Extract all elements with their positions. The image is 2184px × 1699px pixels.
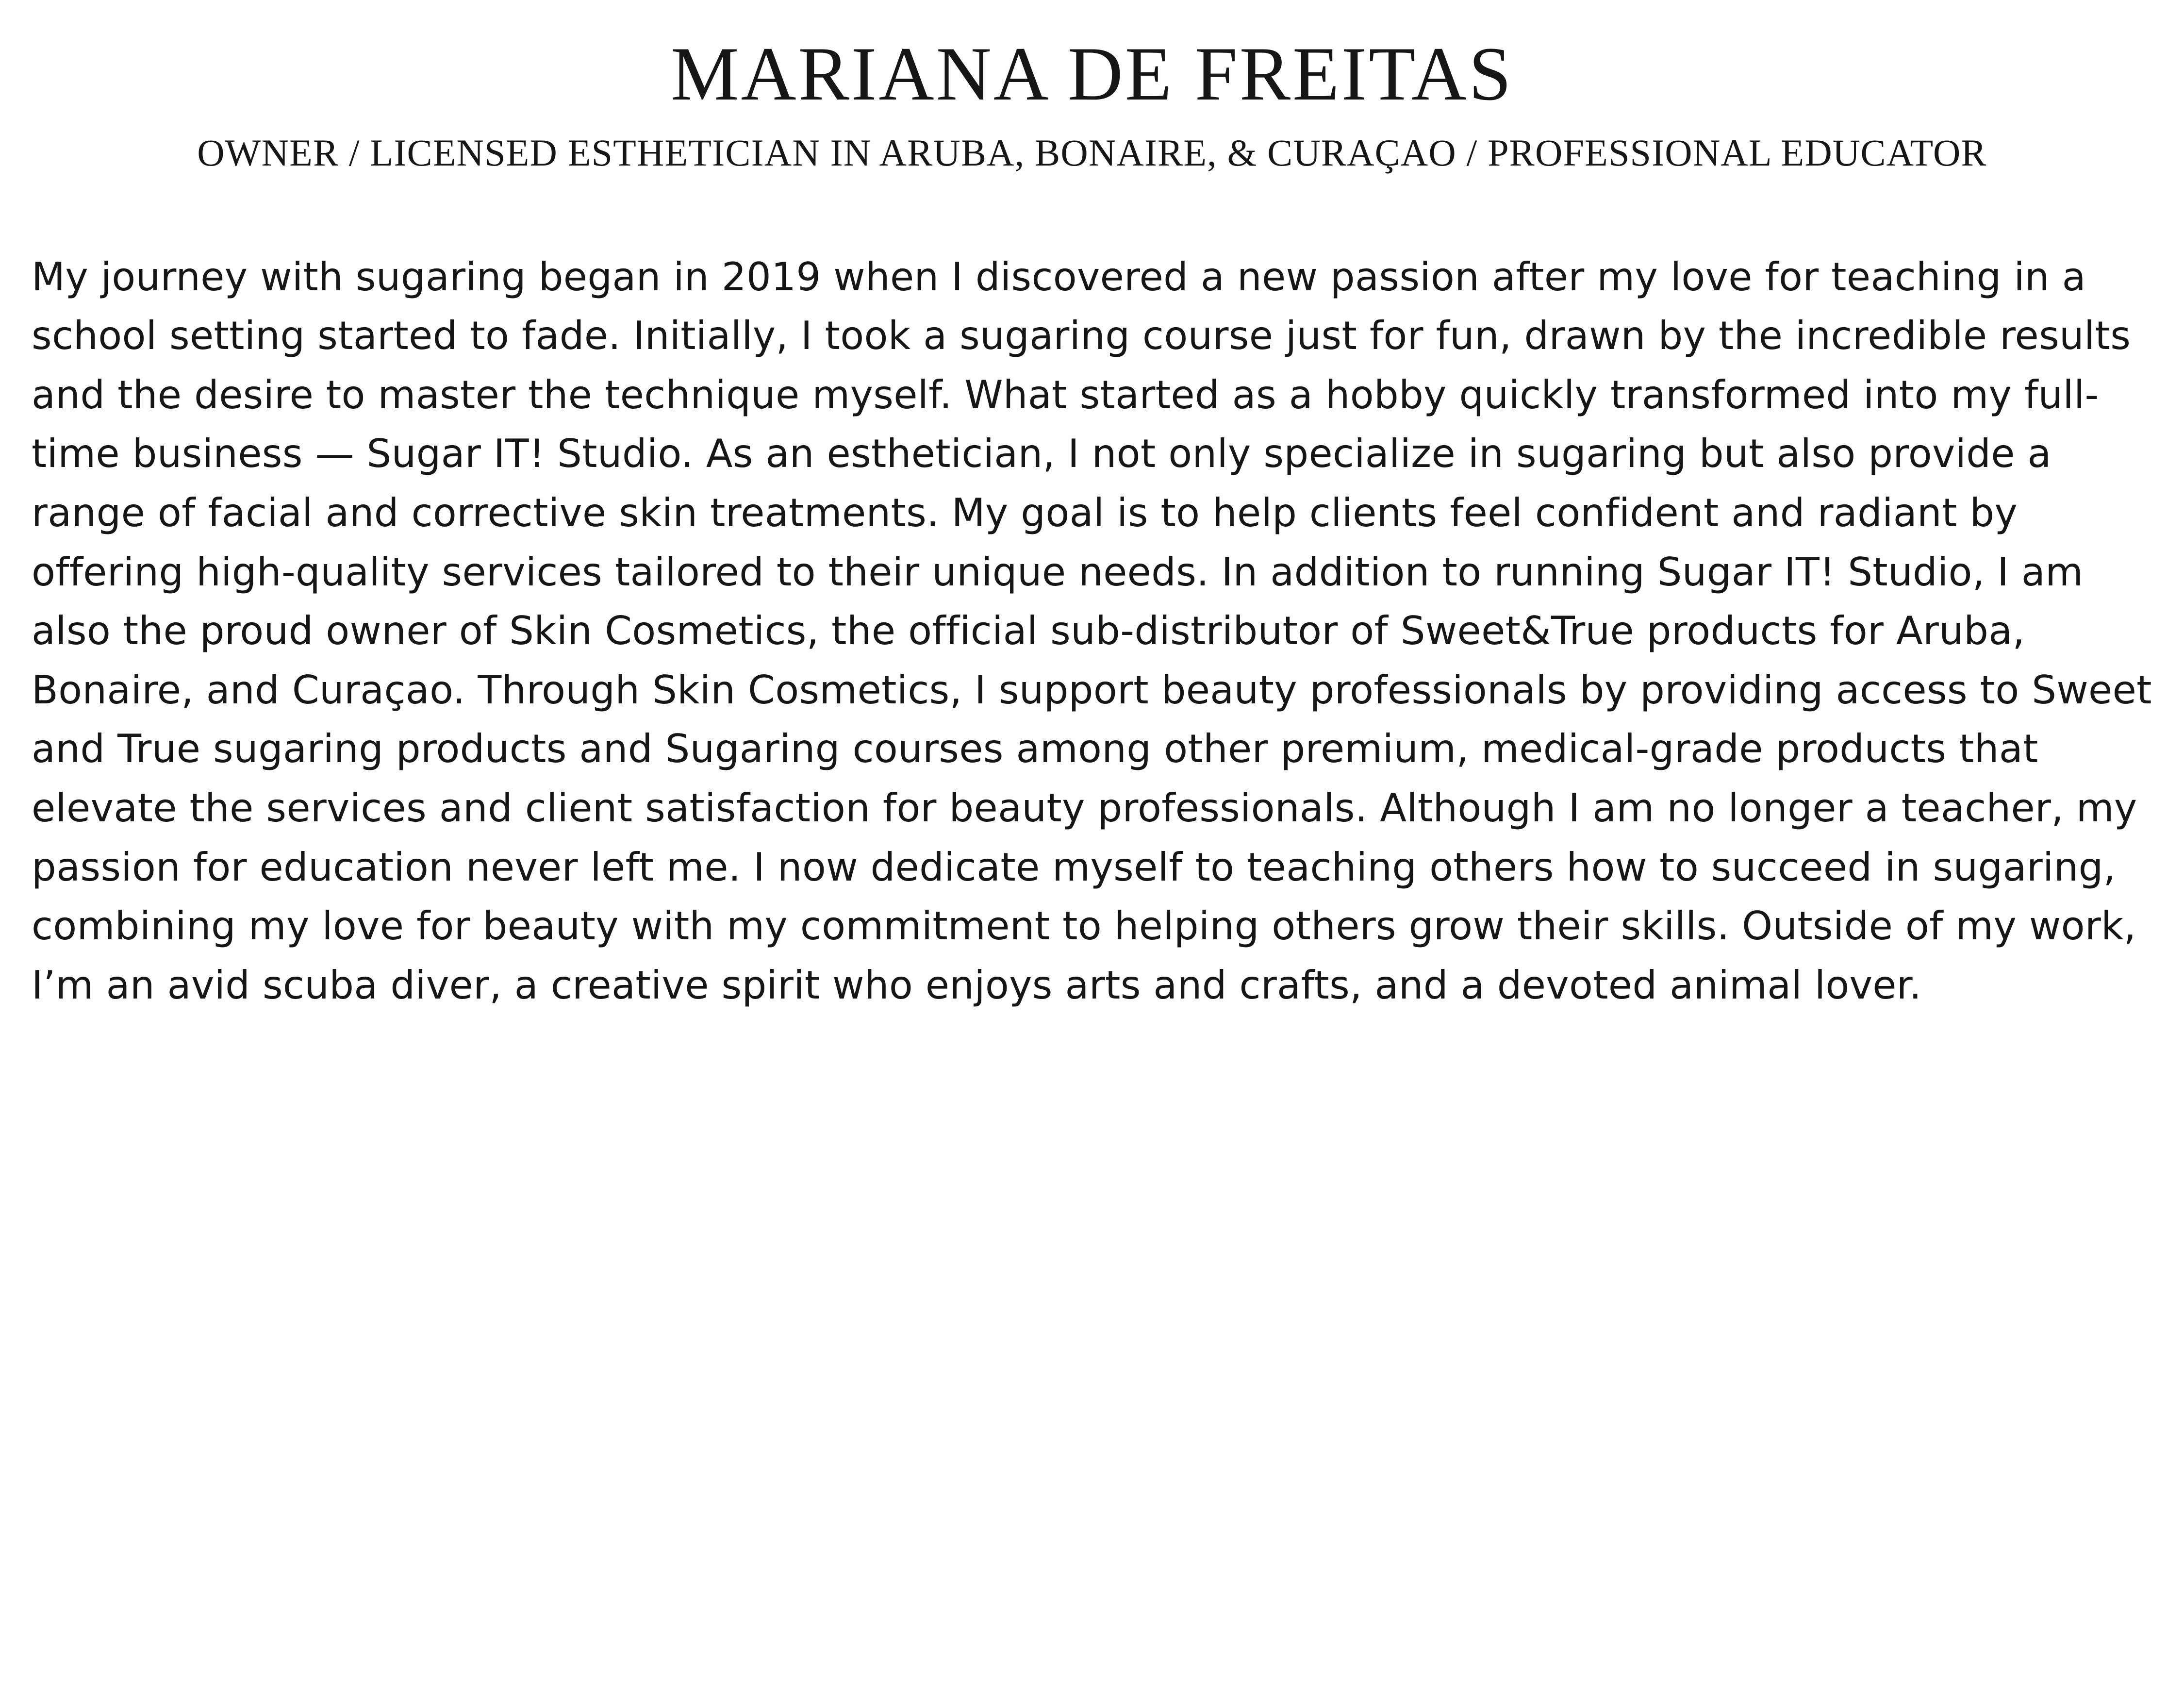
bio-paragraph: My journey with sugaring began in 2019 when I discovered a new passion after my love for teaching in a school setting started to fade. Initially, I took a sugaring course just for fun, drawn by the incredible results and the desire to master the technique myself. What started as a hobby quickly transformed into my full-time business — Sugar IT! Studio. As an esthetician, I not only specialize in sugaring but also provide a range of facial and corrective skin treatments. My goal is to help clients feel confident and radiant by offering high-quality services tailored to their unique needs. In addition to running Sugar IT! Studio, I am also the proud owner of Skin Cosmetics, the official sub-distributor of Sweet&True products for Aruba, Bonaire, and Curaçao. Through Skin Cosmetics, I support beauty professionals by providing access to Sweet and True sugaring products and Sugaring courses among other premium, medical-grade products that elevate the services and client satisfaction for beauty professionals. Although I am no longer a teacher, my passion for education never left me. I now dedicate myself to teaching others how to succeed in sugaring, combining my love for beauty with my commitment to helping others grow their skills. Outside of my work, I’m an avid scuba diver, a creative spirit who enjoys arts and crafts, and a devoted animal lover.	[32, 254, 2152, 1008]
page-subtitle: OWNER / LICENSED ESTHETICIAN IN ARUBA, BONAIRE, & CURAÇAO / PROFESSIONAL EDUCATOR	[197, 131, 1987, 174]
page-title: MARIANA DE FREITAS	[670, 32, 1513, 117]
